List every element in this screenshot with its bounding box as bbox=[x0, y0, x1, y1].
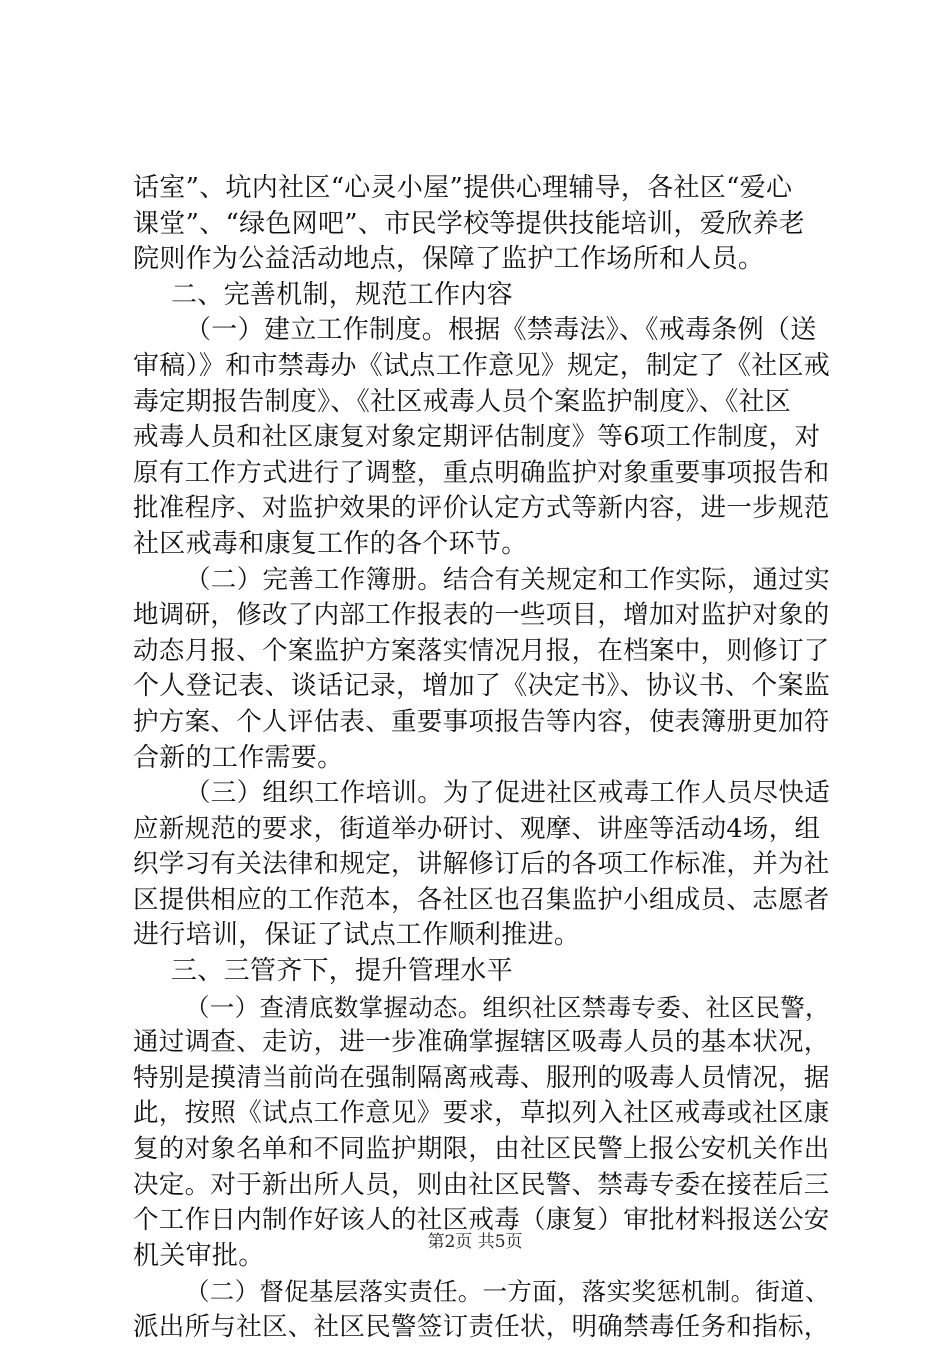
text-line: （二）完善工作簿册。结合有关规定和工作实际，通过实 bbox=[185, 564, 831, 595]
text-line: 织学习有关法律和规定，讲解修订后的各项工作标准，并为社 bbox=[133, 849, 830, 880]
text-line: 审稿）》和市禁毒办《试点工作意见》规定，制定了《社区戒 bbox=[133, 350, 831, 381]
text-line: 动态月报、个案监护方案落实情况月报，在档案中，则修订了 bbox=[133, 635, 830, 666]
text-line: 个人登记表、谈话记录，增加了《决定书》、协议书、个案监 bbox=[133, 671, 831, 702]
text-line: 地调研，修改了内部工作报表的一些项目，增加对监护对象的 bbox=[133, 600, 830, 631]
text-line: 机关审批。 bbox=[133, 1240, 265, 1271]
text-line: （三）组织工作培训。为了促进社区戒毒工作人员尽快适 bbox=[185, 778, 831, 809]
text-line: 派出所与社区、社区民警签订责任状，明确禁毒任务和指标， bbox=[133, 1312, 830, 1342]
text-line: 区提供相应的工作范本，各社区也召集监护小组成员、志愿者 bbox=[133, 884, 830, 915]
text-line: 话室”、坑内社区“心灵小屋”提供心理辅导，各社区“爱心 bbox=[133, 173, 793, 203]
text-line: （二）督促基层落实责任。一方面，落实奖惩机制。街道、 bbox=[185, 1277, 830, 1307]
text-line: 决定。对于新出所人员，则由社区民警、禁毒专委在接茬后三 bbox=[133, 1169, 830, 1200]
text-line: 二、完善机制，规范工作内容 bbox=[171, 279, 513, 310]
text-line: 此，按照《试点工作意见》要求，草拟列入社区戒毒或社区康 bbox=[133, 1098, 830, 1129]
text-line: 院则作为公益活动地点，保障了监护工作场所和人员。 bbox=[133, 244, 765, 275]
text-line: 复的对象名单和不同监护期限，由社区民警上报公安机关作出 bbox=[133, 1134, 830, 1165]
text-line: 通过调查、走访，进一步准确掌握辖区吸毒人员的基本状况， bbox=[133, 1027, 830, 1058]
text-line: 课堂”、“绿色网吧”、市民学校等提供技能培训，爱欣养老 bbox=[133, 208, 805, 239]
text-line: 护方案、个人评估表、重要事项报告等内容，使表簿册更加符 bbox=[133, 706, 830, 737]
text-line: 批准程序、对监护效果的评价认定方式等新内容，进一步规范 bbox=[133, 493, 830, 524]
text-line: 个工作日内制作好该人的社区戒毒（康复）审批材料报送公安 bbox=[133, 1205, 830, 1236]
text-line: 合新的工作需要。 bbox=[133, 742, 344, 773]
text-line: 戒毒人员和社区康复对象定期评估制度》等6项工作制度，对 bbox=[133, 422, 821, 453]
text-line: 毒定期报告制度》、《社区戒毒人员个案监护制度》、《社区 bbox=[133, 386, 792, 417]
text-line: 原有工作方式进行了调整，重点明确监护对象重要事项报告和 bbox=[133, 457, 830, 488]
text-line: 特别是摸清当前尚在强制隔离戒毒、服刑的吸毒人员情况，据 bbox=[133, 1062, 830, 1093]
text-line: 进行培训，保证了试点工作顺利推进。 bbox=[133, 920, 581, 951]
text-line: （一）建立工作制度。根据《禁毒法》、《戒毒条例（送 bbox=[185, 315, 817, 346]
document-body bbox=[133, 171, 833, 1346]
text-line: （一）查清底数掌握动态。组织社区禁毒专委、社区民警， bbox=[185, 992, 830, 1022]
page-footer: 第2页 共5页 bbox=[427, 1232, 523, 1252]
text-line: 应新规范的要求，街道举办研讨、观摩、讲座等活动4场，组 bbox=[133, 813, 821, 844]
text-line: 社区戒毒和康复工作的各个环节。 bbox=[133, 528, 528, 559]
text-line: 三、三管齐下，提升管理水平 bbox=[171, 956, 513, 987]
